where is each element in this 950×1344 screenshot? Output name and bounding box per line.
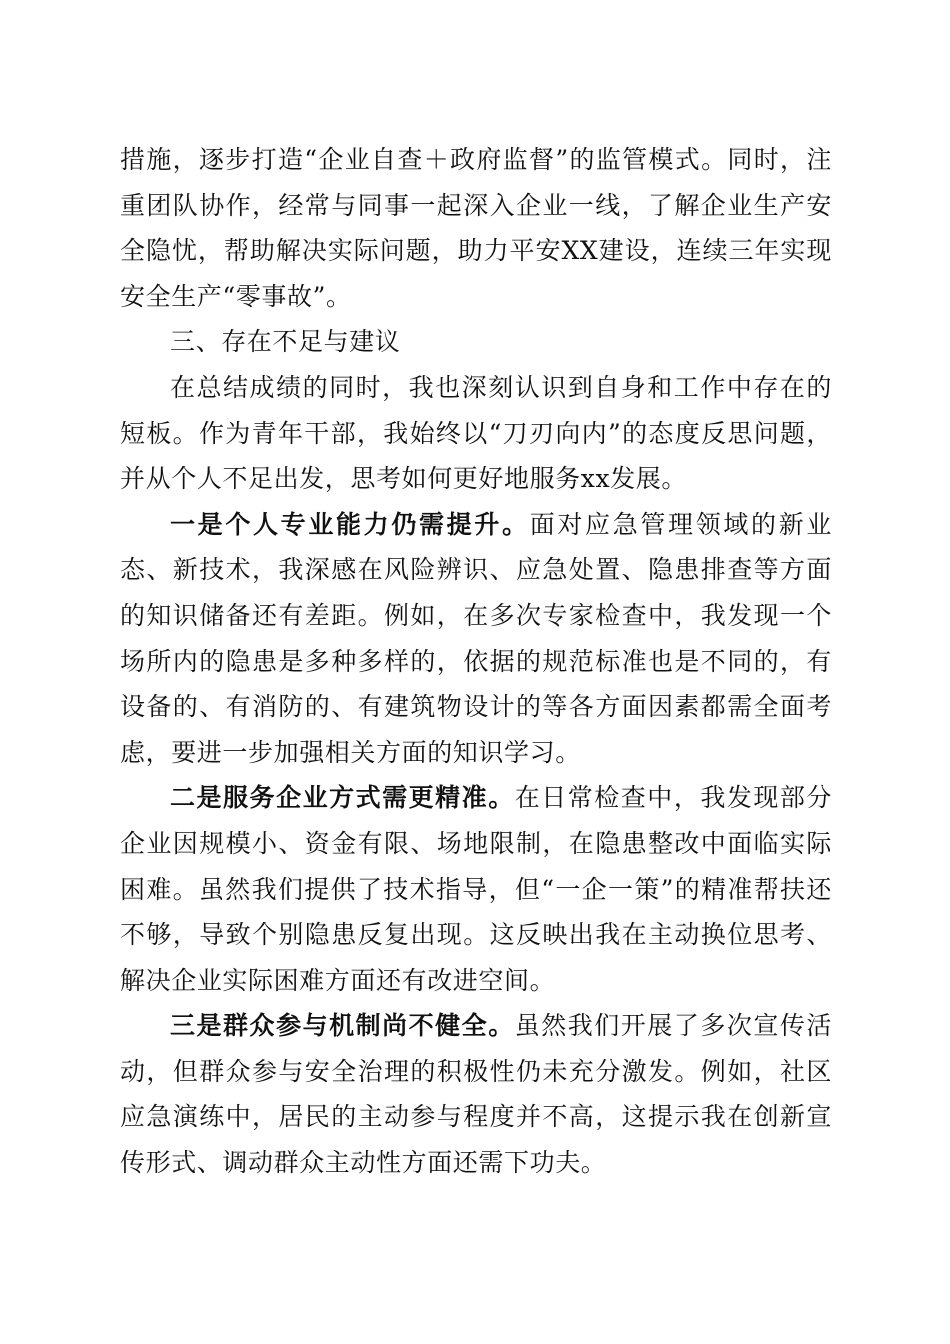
item-1-body: 面对应急管理领域的新业态、新技术，我深感在风险辨识、应急处置、隐患排查等方面的知识储备还有差距。例如，在多次专家检查中，我发现一个场所内的隐患是多种多样的，依据的规范标准也是不同的，有设备的、有消防的、有建筑物设计的等各方面因素都需全面考虑，要进一步加强相关方面的知识学习。 xyxy=(120,509,832,767)
paragraph-item-1 xyxy=(120,502,832,776)
paragraph-item-2 xyxy=(120,775,832,1003)
section-heading: 三、存在不足与建议 xyxy=(170,327,401,357)
item-1-lead: 一是个人专业能力仍需提升。 xyxy=(170,509,530,539)
item-2-body: 在日常检查中，我发现部分企业因规模小、资金有限、场地限制，在隐患整改中面临实际困难。虽然我们提供了技术指导，但“一企一策”的精准帮扶还不够，导致个别隐患反复出现。这反映出我在主动换位思考、解决企业实际困难方面还有改进空间。 xyxy=(120,783,832,995)
document-body xyxy=(120,137,832,1186)
paragraph-intro: 措施，逐步打造“企业自查＋政府监督”的监管模式。同时，注重团队协作，经常与同事一起深入企业一线，了解企业生产安全隐忧，帮助解决实际问题，助力平安XX建设，连续三年实现安全生产“零事故”。 xyxy=(120,145,832,311)
paragraph-item-3 xyxy=(120,1003,832,1185)
item-2-lead: 二是服务企业方式需更精准。 xyxy=(170,783,515,813)
item-3-lead: 三是群众参与机制尚不健全。 xyxy=(170,1011,515,1041)
paragraph-summary: 在总结成绩的同时，我也深刻认识到自身和工作中存在的短板。作为青年干部，我始终以“刀刃向内”的态度反思问题，并从个人不足出发，思考如何更好地服务xx发展。 xyxy=(120,372,832,494)
item-3-body: 虽然我们开展了多次宣传活动，但群众参与安全治理的积极性仍未充分激发。例如，社区应急演练中，居民的主动参与程度并不高，这提示我在创新宣传形式、调动群众主动性方面还需下功夫。 xyxy=(120,1011,832,1178)
